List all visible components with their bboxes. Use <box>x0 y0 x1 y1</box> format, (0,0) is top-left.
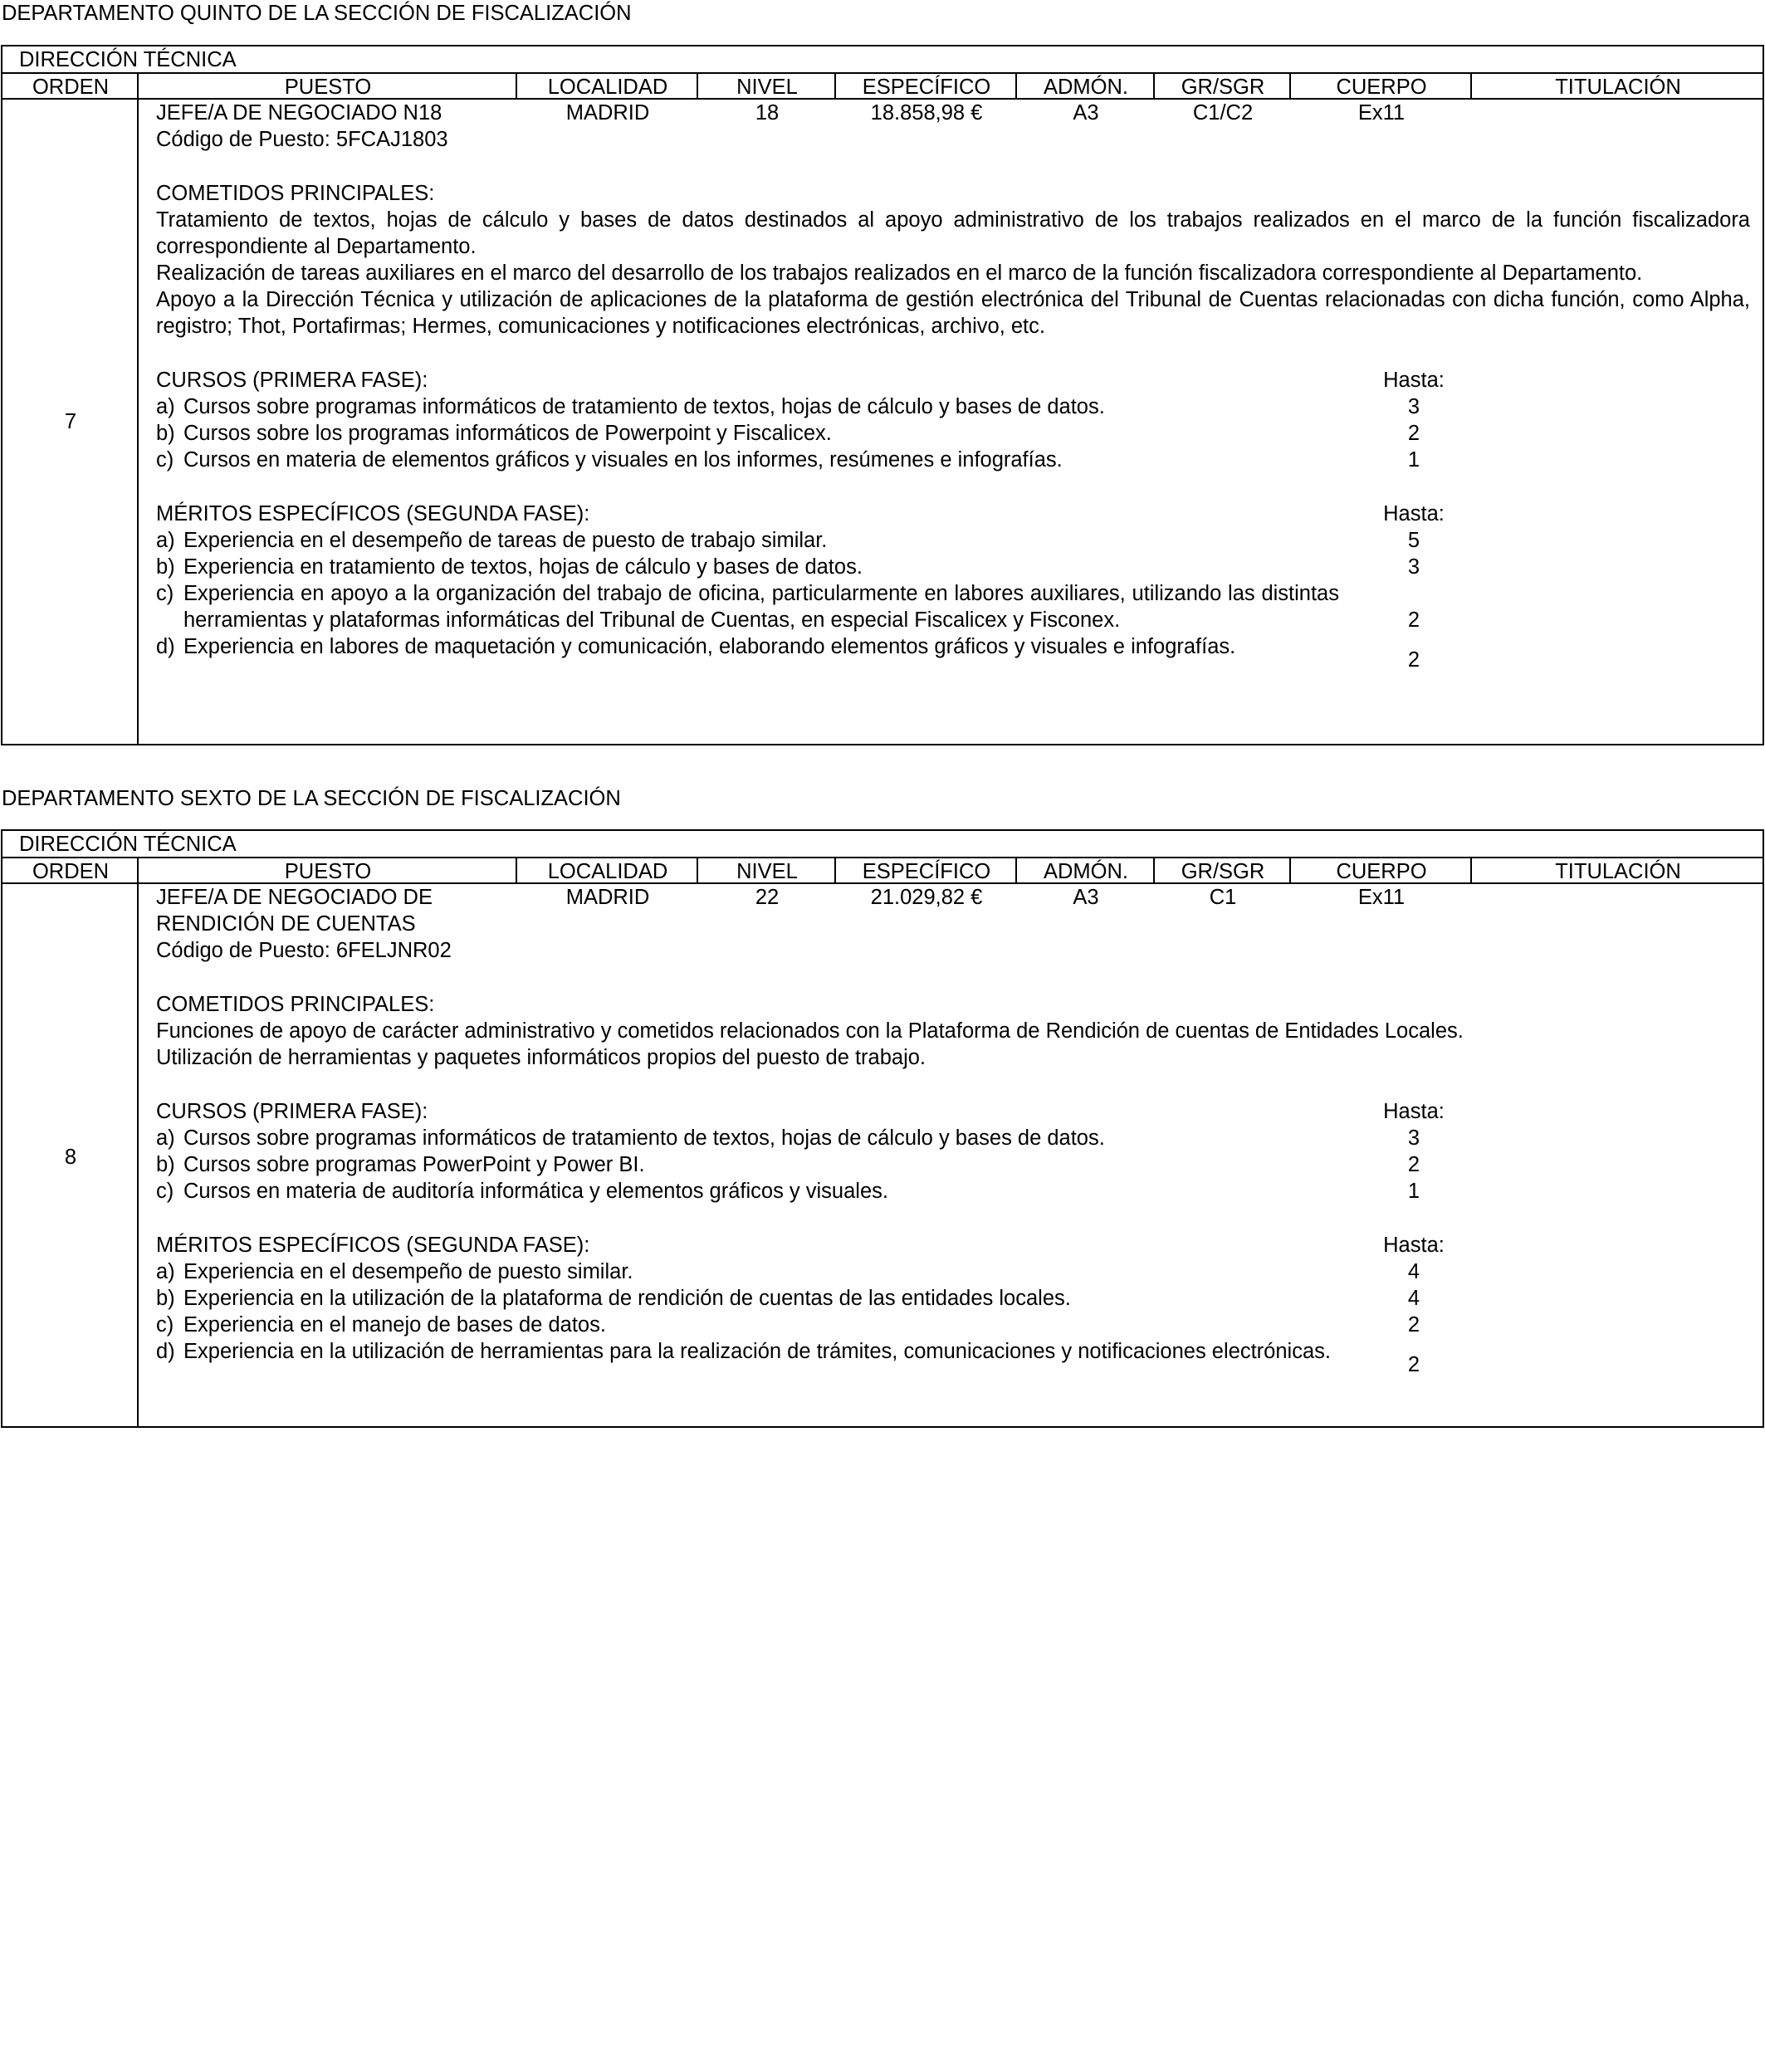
item-label: b) <box>156 1153 175 1176</box>
header-grsgr: GR/SGR <box>1181 76 1265 99</box>
admon-value: A3 <box>1073 886 1099 909</box>
puesto-name: JEFE/A DE NEGOCIADO DE <box>156 886 433 909</box>
header-puesto: PUESTO <box>284 860 372 883</box>
table-body <box>2 884 1763 1426</box>
orden-number: 8 <box>64 1146 77 1169</box>
hasta-label: Hasta: <box>1383 1234 1445 1257</box>
item-text: Cursos en materia de elementos gráficos y visuales en los informes, resúmenes e infografías. <box>183 448 1063 472</box>
header-nivel: NIVEL <box>736 860 798 883</box>
hasta-label: Hasta: <box>1383 502 1445 525</box>
item-label: c) <box>156 1180 174 1203</box>
item-points: 4 <box>1407 1287 1420 1310</box>
header-especifico: ESPECÍFICO <box>862 76 991 99</box>
position-details <box>156 884 1750 1376</box>
cursos-title-row <box>156 1098 1750 1125</box>
item-text: Cursos sobre programas informáticos de tratamiento de textos, hojas de cálculo y bases de datos. <box>183 1126 1105 1150</box>
merito-item <box>156 1285 1750 1312</box>
item-label: a) <box>156 529 175 552</box>
merito-item <box>156 580 1750 633</box>
hasta-label: Hasta: <box>1383 1100 1445 1123</box>
header-grsgr: GR/SGR <box>1181 860 1265 883</box>
item-text: Experiencia en tratamiento de textos, hojas de cálculo y bases de datos. <box>183 555 863 579</box>
item-label: d) <box>156 635 175 658</box>
puesto-name: JEFE/A DE NEGOCIADO N18 <box>156 101 442 125</box>
item-text: Experiencia en apoyo a la organización del trabajo de oficina, particularmente en labores auxiliares, utilizando las distintas herramientas y plataformas informáticas del Tribunal de Cuentas, en especial Fiscalicex y Fisconex. <box>183 582 1339 632</box>
cursos-title-row <box>156 367 1750 393</box>
cometido-item: Tratamiento de textos, hojas de cálculo y bases de datos destinados al apoyo administrativo de los trabajos realizados en el marco de la función fiscalizadora correspondiente al Departamento. <box>156 208 1750 258</box>
item-points: 2 <box>1407 1353 1420 1376</box>
position-details <box>156 100 1750 672</box>
item-label: c) <box>156 448 174 472</box>
nivel-value: 22 <box>755 886 780 909</box>
item-text: Cursos sobre los programas informáticos de Powerpoint y Fiscalicex. <box>183 422 832 445</box>
grsgr-value: C1 <box>1209 886 1237 909</box>
orden-number: 7 <box>64 410 77 433</box>
direction-label: DIRECCIÓN TÉCNICA <box>19 48 237 71</box>
item-points: 2 <box>1407 648 1420 672</box>
cometido-item: Apoyo a la Dirección Técnica y utilización de aplicaciones de la plataforma de gestión electrónica del Tribunal de Cuentas relacionadas con dicha función, como Alpha, registro; Thot, Portafirmas; Hermes, comunicaciones y notificaciones electrónicas, archivo, etc. <box>156 288 1750 338</box>
cometido-item: Realización de tareas auxiliares en el marco del desarrollo de los trabajos realizados en el marco de la función fiscalizadora correspondiente al Departamento. <box>156 261 1643 285</box>
header-especifico: ESPECÍFICO <box>862 860 991 883</box>
item-points: 4 <box>1407 1260 1420 1283</box>
item-label: d) <box>156 1340 175 1363</box>
puesto-code: Código de Puesto: 6FELJNR02 <box>156 939 452 962</box>
item-text: Experiencia en labores de maquetación y comunicación, elaborando elementos gráficos y visuales e infografías. <box>183 635 1236 658</box>
header-admon: ADMÓN. <box>1044 860 1128 883</box>
item-points: 3 <box>1407 555 1420 579</box>
merito-item <box>156 1312 1750 1338</box>
puesto-code: Código de Puesto: 5FCAJ1803 <box>156 128 448 151</box>
item-points: 2 <box>1407 1153 1420 1176</box>
table-header <box>2 857 1763 884</box>
item-text: Experiencia en el desempeño de puesto similar. <box>183 1260 633 1283</box>
item-label: c) <box>156 582 174 605</box>
cursos-title: CURSOS (PRIMERA FASE): <box>156 1100 428 1123</box>
position-table <box>1 829 1764 1428</box>
meritos-title: MÉRITOS ESPECÍFICOS (SEGUNDA FASE): <box>156 502 590 525</box>
item-text: Experiencia en el manejo de bases de datos. <box>183 1313 606 1337</box>
localidad-value: MADRID <box>565 101 650 125</box>
item-points: 2 <box>1407 1313 1420 1337</box>
header-orden: ORDEN <box>32 860 110 883</box>
merito-item <box>156 527 1750 554</box>
cursos-title: CURSOS (PRIMERA FASE): <box>156 369 428 392</box>
item-label: b) <box>156 555 175 579</box>
item-label: c) <box>156 1313 174 1337</box>
cuerpo-value: Ex11 <box>1357 101 1406 125</box>
cuerpo-value: Ex11 <box>1357 886 1406 909</box>
position-table <box>1 45 1764 745</box>
header-puesto: PUESTO <box>284 76 372 99</box>
admon-value: A3 <box>1073 101 1099 125</box>
especifico-value: 21.029,82 € <box>870 886 983 909</box>
grsgr-value: C1/C2 <box>1192 101 1254 125</box>
item-points: 2 <box>1407 608 1420 632</box>
header-nivel: NIVEL <box>736 76 798 99</box>
header-orden: ORDEN <box>32 76 110 99</box>
cometidos-title: COMETIDOS PRINCIPALES: <box>156 993 435 1016</box>
meritos-title: MÉRITOS ESPECÍFICOS (SEGUNDA FASE): <box>156 1234 590 1257</box>
item-points: 2 <box>1407 422 1420 445</box>
header-admon: ADMÓN. <box>1044 76 1128 99</box>
cometido-item: Utilización de herramientas y paquetes informáticos propios del puesto de trabajo. <box>156 1046 927 1069</box>
merito-item <box>156 633 1750 672</box>
puesto-name: RENDICIÓN DE CUENTAS <box>156 912 416 936</box>
meritos-title-row <box>156 1232 1750 1258</box>
curso-item <box>156 1125 1750 1151</box>
item-text: Experiencia en la utilización de la plataforma de rendición de cuentas de las entidades locales. <box>183 1287 1071 1310</box>
item-label: b) <box>156 422 175 445</box>
merito-item <box>156 1258 1750 1285</box>
nivel-value: 18 <box>755 101 780 125</box>
hasta-label: Hasta: <box>1383 369 1445 392</box>
header-titulacion: TITULACIÓN <box>1555 860 1681 883</box>
localidad-value: MADRID <box>565 886 650 909</box>
merito-item <box>156 554 1750 580</box>
header-titulacion: TITULACIÓN <box>1555 76 1681 99</box>
table-body <box>2 100 1763 744</box>
item-label: a) <box>156 1126 175 1150</box>
curso-item <box>156 393 1750 420</box>
item-text: Cursos sobre programas PowerPoint y Power BI. <box>183 1153 645 1176</box>
department-title: DEPARTAMENTO QUINTO DE LA SECCIÓN DE FISCALIZACIÓN <box>2 2 632 25</box>
item-text: Experiencia en la utilización de herramientas para la realización de trámites, comunicaciones y notificaciones electrónicas. <box>183 1340 1331 1363</box>
header-localidad: LOCALIDAD <box>547 76 668 99</box>
merito-item <box>156 1338 1750 1376</box>
cometidos-title: COMETIDOS PRINCIPALES: <box>156 182 435 205</box>
item-label: b) <box>156 1287 175 1310</box>
item-points: 3 <box>1407 1126 1420 1150</box>
item-label: a) <box>156 1260 175 1283</box>
item-points: 1 <box>1407 1180 1420 1203</box>
item-text: Cursos sobre programas informáticos de tratamiento de textos, hojas de cálculo y bases de datos. <box>183 395 1105 418</box>
item-points: 3 <box>1407 395 1420 418</box>
meritos-title-row <box>156 501 1750 527</box>
item-text: Cursos en materia de auditoría informática y elementos gráficos y visuales. <box>183 1180 888 1203</box>
curso-item <box>156 420 1750 447</box>
item-points: 1 <box>1407 448 1420 472</box>
item-label: a) <box>156 395 175 418</box>
especifico-value: 18.858,98 € <box>870 101 983 125</box>
cometido-item: Funciones de apoyo de carácter administrativo y cometidos relacionados con la Plataforma de Rendición de cuentas de Entidades Locales. <box>156 1019 1464 1043</box>
item-points: 5 <box>1407 529 1420 552</box>
header-localidad: LOCALIDAD <box>547 860 668 883</box>
header-cuerpo: CUERPO <box>1336 860 1427 883</box>
direction-label: DIRECCIÓN TÉCNICA <box>19 833 237 856</box>
curso-item <box>156 447 1750 473</box>
header-cuerpo: CUERPO <box>1336 76 1427 99</box>
curso-item <box>156 1178 1750 1205</box>
department-title: DEPARTAMENTO SEXTO DE LA SECCIÓN DE FISCALIZACIÓN <box>2 787 621 810</box>
item-text: Experiencia en el desempeño de tareas de puesto de trabajo similar. <box>183 529 828 552</box>
curso-item <box>156 1151 1750 1178</box>
table-header <box>2 72 1763 100</box>
